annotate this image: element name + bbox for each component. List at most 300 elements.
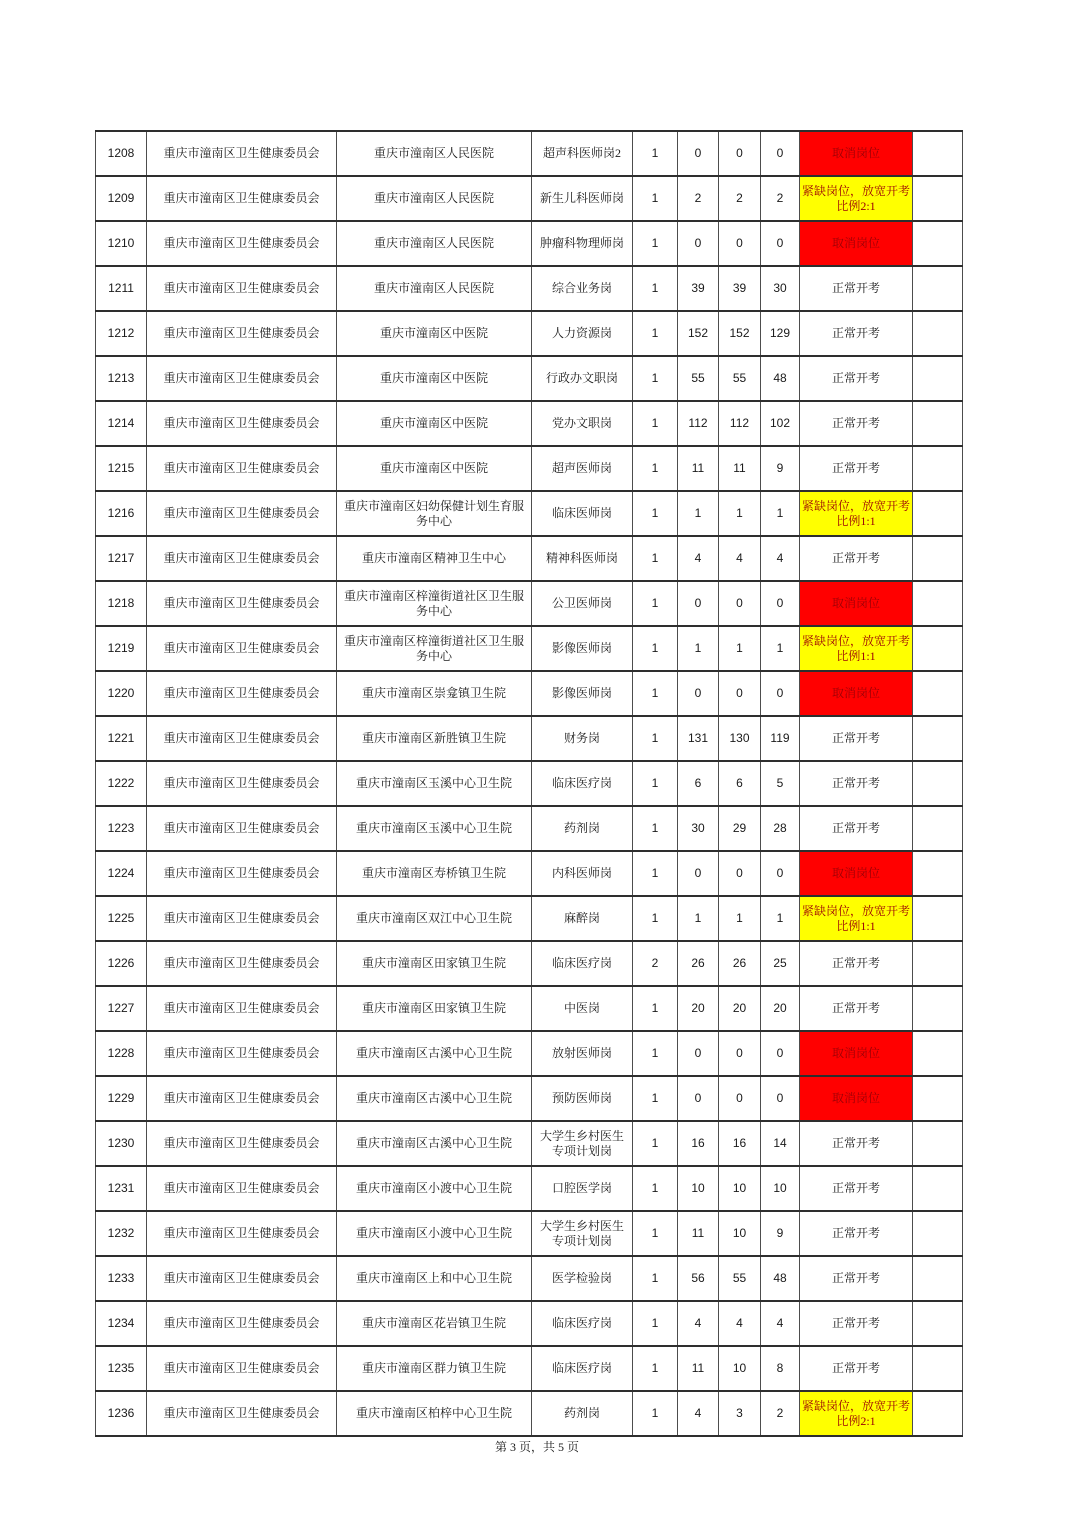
status-cell: 正常开考 (800, 941, 913, 986)
status-cell: 正常开考 (800, 1121, 913, 1166)
dept-cell: 重庆市潼南区卫生健康委员会 (147, 581, 337, 626)
plan-count-cell: 1 (633, 1166, 678, 1211)
count1-cell: 56 (678, 1256, 719, 1301)
table-row (96, 221, 963, 266)
table-row (96, 176, 963, 221)
table-row (96, 1211, 963, 1256)
count2-cell: 55 (719, 356, 761, 401)
seq-cell: 1214 (96, 401, 147, 446)
unit-cell: 重庆市潼南区精神卫生中心 (337, 536, 532, 581)
note-cell (913, 1211, 963, 1256)
plan-count-cell: 1 (633, 356, 678, 401)
count2-cell: 1 (719, 896, 761, 941)
unit-cell: 重庆市潼南区小渡中心卫生院 (337, 1211, 532, 1256)
note-cell (913, 941, 963, 986)
table-row (96, 1256, 963, 1301)
table-row (96, 671, 963, 716)
seq-cell: 1208 (96, 131, 147, 176)
plan-count-cell: 1 (633, 1211, 678, 1256)
note-cell (913, 1256, 963, 1301)
note-cell (913, 356, 963, 401)
count3-cell: 0 (761, 851, 800, 896)
status-cell: 取消岗位 (800, 671, 913, 716)
count3-cell: 102 (761, 401, 800, 446)
post-cell: 肿瘤科物理师岗 (532, 221, 633, 266)
table-row (96, 446, 963, 491)
post-cell: 临床医师岗 (532, 491, 633, 536)
count3-cell: 4 (761, 536, 800, 581)
dept-cell: 重庆市潼南区卫生健康委员会 (147, 671, 337, 716)
unit-cell: 重庆市潼南区玉溪中心卫生院 (337, 761, 532, 806)
note-cell (913, 851, 963, 896)
seq-cell: 1215 (96, 446, 147, 491)
count3-cell: 4 (761, 1301, 800, 1346)
count3-cell: 0 (761, 221, 800, 266)
count3-cell: 48 (761, 356, 800, 401)
count1-cell: 1 (678, 896, 719, 941)
count2-cell: 130 (719, 716, 761, 761)
post-cell: 综合业务岗 (532, 266, 633, 311)
count3-cell: 2 (761, 176, 800, 221)
plan-count-cell: 1 (633, 716, 678, 761)
post-cell: 口腔医学岗 (532, 1166, 633, 1211)
unit-cell: 重庆市潼南区古溪中心卫生院 (337, 1121, 532, 1166)
count1-cell: 6 (678, 761, 719, 806)
count2-cell: 16 (719, 1121, 761, 1166)
count2-cell: 1 (719, 626, 761, 671)
unit-cell: 重庆市潼南区柏梓中心卫生院 (337, 1391, 532, 1436)
plan-count-cell: 1 (633, 581, 678, 626)
seq-cell: 1234 (96, 1301, 147, 1346)
dept-cell: 重庆市潼南区卫生健康委员会 (147, 221, 337, 266)
seq-cell: 1220 (96, 671, 147, 716)
plan-count-cell: 1 (633, 986, 678, 1031)
note-cell (913, 671, 963, 716)
dept-cell: 重庆市潼南区卫生健康委员会 (147, 266, 337, 311)
count3-cell: 2 (761, 1391, 800, 1436)
post-cell: 人力资源岗 (532, 311, 633, 356)
count1-cell: 131 (678, 716, 719, 761)
post-cell: 公卫医师岗 (532, 581, 633, 626)
count2-cell: 10 (719, 1166, 761, 1211)
note-cell (913, 266, 963, 311)
table-row (96, 581, 963, 626)
note-cell (913, 536, 963, 581)
plan-count-cell: 1 (633, 1256, 678, 1301)
post-cell: 财务岗 (532, 716, 633, 761)
plan-count-cell: 1 (633, 761, 678, 806)
note-cell (913, 401, 963, 446)
table-row (96, 761, 963, 806)
note-cell (913, 131, 963, 176)
count3-cell: 8 (761, 1346, 800, 1391)
dept-cell: 重庆市潼南区卫生健康委员会 (147, 176, 337, 221)
dept-cell: 重庆市潼南区卫生健康委员会 (147, 626, 337, 671)
seq-cell: 1209 (96, 176, 147, 221)
post-cell: 超声医师岗 (532, 446, 633, 491)
dept-cell: 重庆市潼南区卫生健康委员会 (147, 986, 337, 1031)
plan-count-cell: 1 (633, 1076, 678, 1121)
table-row (96, 941, 963, 986)
status-cell: 正常开考 (800, 1256, 913, 1301)
seq-cell: 1221 (96, 716, 147, 761)
status-cell: 正常开考 (800, 311, 913, 356)
count3-cell: 28 (761, 806, 800, 851)
status-cell: 正常开考 (800, 1211, 913, 1256)
count1-cell: 0 (678, 851, 719, 896)
seq-cell: 1212 (96, 311, 147, 356)
seq-cell: 1225 (96, 896, 147, 941)
plan-count-cell: 1 (633, 1121, 678, 1166)
count1-cell: 4 (678, 1391, 719, 1436)
count2-cell: 26 (719, 941, 761, 986)
recruitment-positions-table (95, 130, 963, 1437)
dept-cell: 重庆市潼南区卫生健康委员会 (147, 491, 337, 536)
table-row (96, 1076, 963, 1121)
count2-cell: 4 (719, 536, 761, 581)
unit-cell: 重庆市潼南区中医院 (337, 356, 532, 401)
count1-cell: 11 (678, 446, 719, 491)
plan-count-cell: 1 (633, 311, 678, 356)
post-cell: 精神科医师岗 (532, 536, 633, 581)
seq-cell: 1226 (96, 941, 147, 986)
status-cell: 正常开考 (800, 1166, 913, 1211)
table-row (96, 851, 963, 896)
note-cell (913, 806, 963, 851)
count2-cell: 0 (719, 131, 761, 176)
table-row (96, 1166, 963, 1211)
seq-cell: 1235 (96, 1346, 147, 1391)
dept-cell: 重庆市潼南区卫生健康委员会 (147, 311, 337, 356)
unit-cell: 重庆市潼南区古溪中心卫生院 (337, 1076, 532, 1121)
plan-count-cell: 1 (633, 131, 678, 176)
count3-cell: 119 (761, 716, 800, 761)
post-cell: 临床医疗岗 (532, 1301, 633, 1346)
table-row (96, 806, 963, 851)
dept-cell: 重庆市潼南区卫生健康委员会 (147, 401, 337, 446)
table-row (96, 536, 963, 581)
seq-cell: 1213 (96, 356, 147, 401)
plan-count-cell: 2 (633, 941, 678, 986)
table-row (96, 716, 963, 761)
status-cell: 正常开考 (800, 986, 913, 1031)
count2-cell: 0 (719, 1076, 761, 1121)
count1-cell: 10 (678, 1166, 719, 1211)
count3-cell: 9 (761, 446, 800, 491)
seq-cell: 1232 (96, 1211, 147, 1256)
seq-cell: 1217 (96, 536, 147, 581)
count3-cell: 0 (761, 671, 800, 716)
dept-cell: 重庆市潼南区卫生健康委员会 (147, 1121, 337, 1166)
unit-cell: 重庆市潼南区梓潼街道社区卫生服务中心 (337, 626, 532, 671)
unit-cell: 重庆市潼南区双江中心卫生院 (337, 896, 532, 941)
status-cell: 正常开考 (800, 1346, 913, 1391)
plan-count-cell: 1 (633, 221, 678, 266)
count1-cell: 0 (678, 671, 719, 716)
post-cell: 行政办文职岗 (532, 356, 633, 401)
dept-cell: 重庆市潼南区卫生健康委员会 (147, 1391, 337, 1436)
count3-cell: 9 (761, 1211, 800, 1256)
unit-cell: 重庆市潼南区田家镇卫生院 (337, 941, 532, 986)
count2-cell: 0 (719, 671, 761, 716)
plan-count-cell: 1 (633, 896, 678, 941)
dept-cell: 重庆市潼南区卫生健康委员会 (147, 1256, 337, 1301)
table-row (96, 491, 963, 536)
count2-cell: 6 (719, 761, 761, 806)
plan-count-cell: 1 (633, 176, 678, 221)
seq-cell: 1228 (96, 1031, 147, 1076)
dept-cell: 重庆市潼南区卫生健康委员会 (147, 1346, 337, 1391)
unit-cell: 重庆市潼南区田家镇卫生院 (337, 986, 532, 1031)
unit-cell: 重庆市潼南区上和中心卫生院 (337, 1256, 532, 1301)
unit-cell: 重庆市潼南区人民医院 (337, 131, 532, 176)
status-cell: 取消岗位 (800, 851, 913, 896)
count3-cell: 1 (761, 626, 800, 671)
dept-cell: 重庆市潼南区卫生健康委员会 (147, 1211, 337, 1256)
plan-count-cell: 1 (633, 1301, 678, 1346)
seq-cell: 1233 (96, 1256, 147, 1301)
dept-cell: 重庆市潼南区卫生健康委员会 (147, 806, 337, 851)
count1-cell: 39 (678, 266, 719, 311)
unit-cell: 重庆市潼南区中医院 (337, 401, 532, 446)
table-row (96, 896, 963, 941)
dept-cell: 重庆市潼南区卫生健康委员会 (147, 536, 337, 581)
count2-cell: 112 (719, 401, 761, 446)
status-cell: 正常开考 (800, 806, 913, 851)
seq-cell: 1219 (96, 626, 147, 671)
count1-cell: 20 (678, 986, 719, 1031)
count1-cell: 0 (678, 1076, 719, 1121)
table-row (96, 1301, 963, 1346)
status-cell: 正常开考 (800, 761, 913, 806)
count3-cell: 20 (761, 986, 800, 1031)
count1-cell: 1 (678, 626, 719, 671)
dept-cell: 重庆市潼南区卫生健康委员会 (147, 716, 337, 761)
count1-cell: 1 (678, 491, 719, 536)
count2-cell: 11 (719, 446, 761, 491)
count1-cell: 0 (678, 581, 719, 626)
post-cell: 新生儿科医师岗 (532, 176, 633, 221)
dept-cell: 重庆市潼南区卫生健康委员会 (147, 131, 337, 176)
post-cell: 放射医师岗 (532, 1031, 633, 1076)
count1-cell: 4 (678, 1301, 719, 1346)
unit-cell: 重庆市潼南区妇幼保健计划生育服务中心 (337, 491, 532, 536)
note-cell (913, 176, 963, 221)
count3-cell: 0 (761, 1031, 800, 1076)
note-cell (913, 311, 963, 356)
status-cell: 取消岗位 (800, 1076, 913, 1121)
post-cell: 临床医疗岗 (532, 941, 633, 986)
count1-cell: 112 (678, 401, 719, 446)
count2-cell: 29 (719, 806, 761, 851)
note-cell (913, 1391, 963, 1436)
unit-cell: 重庆市潼南区新胜镇卫生院 (337, 716, 532, 761)
table-row (96, 1031, 963, 1076)
dept-cell: 重庆市潼南区卫生健康委员会 (147, 851, 337, 896)
status-cell: 取消岗位 (800, 131, 913, 176)
plan-count-cell: 1 (633, 626, 678, 671)
unit-cell: 重庆市潼南区中医院 (337, 446, 532, 491)
unit-cell: 重庆市潼南区人民医院 (337, 221, 532, 266)
count2-cell: 10 (719, 1346, 761, 1391)
seq-cell: 1231 (96, 1166, 147, 1211)
plan-count-cell: 1 (633, 1391, 678, 1436)
post-cell: 影像医师岗 (532, 671, 633, 716)
dept-cell: 重庆市潼南区卫生健康委员会 (147, 446, 337, 491)
count1-cell: 0 (678, 131, 719, 176)
plan-count-cell: 1 (633, 1031, 678, 1076)
count1-cell: 16 (678, 1121, 719, 1166)
post-cell: 大学生乡村医生专项计划岗 (532, 1121, 633, 1166)
note-cell (913, 1031, 963, 1076)
table-row (96, 356, 963, 401)
count2-cell: 1 (719, 491, 761, 536)
post-cell: 医学检验岗 (532, 1256, 633, 1301)
status-cell: 正常开考 (800, 1301, 913, 1346)
unit-cell: 重庆市潼南区崇龛镇卫生院 (337, 671, 532, 716)
plan-count-cell: 1 (633, 446, 678, 491)
count2-cell: 0 (719, 1031, 761, 1076)
status-cell: 正常开考 (800, 536, 913, 581)
plan-count-cell: 1 (633, 671, 678, 716)
count1-cell: 11 (678, 1346, 719, 1391)
unit-cell: 重庆市潼南区玉溪中心卫生院 (337, 806, 532, 851)
plan-count-cell: 1 (633, 851, 678, 896)
count1-cell: 2 (678, 176, 719, 221)
post-cell: 临床医疗岗 (532, 1346, 633, 1391)
seq-cell: 1227 (96, 986, 147, 1031)
plan-count-cell: 1 (633, 1346, 678, 1391)
unit-cell: 重庆市潼南区人民医院 (337, 176, 532, 221)
unit-cell: 重庆市潼南区梓潼街道社区卫生服务中心 (337, 581, 532, 626)
table-row (96, 311, 963, 356)
note-cell (913, 1346, 963, 1391)
count2-cell: 0 (719, 221, 761, 266)
status-cell: 取消岗位 (800, 581, 913, 626)
note-cell (913, 1166, 963, 1211)
count2-cell: 2 (719, 176, 761, 221)
note-cell (913, 626, 963, 671)
post-cell: 药剂岗 (532, 806, 633, 851)
status-cell: 紧缺岗位，放宽开考比例2:1 (800, 1391, 913, 1436)
count3-cell: 25 (761, 941, 800, 986)
plan-count-cell: 1 (633, 806, 678, 851)
dept-cell: 重庆市潼南区卫生健康委员会 (147, 896, 337, 941)
status-cell: 正常开考 (800, 266, 913, 311)
status-cell: 紧缺岗位，放宽开考比例1:1 (800, 626, 913, 671)
note-cell (913, 986, 963, 1031)
status-cell: 取消岗位 (800, 221, 913, 266)
count3-cell: 48 (761, 1256, 800, 1301)
unit-cell: 重庆市潼南区古溪中心卫生院 (337, 1031, 532, 1076)
count2-cell: 55 (719, 1256, 761, 1301)
note-cell (913, 581, 963, 626)
count3-cell: 1 (761, 491, 800, 536)
table-row (96, 401, 963, 446)
post-cell: 超声科医师岗2 (532, 131, 633, 176)
count2-cell: 152 (719, 311, 761, 356)
dept-cell: 重庆市潼南区卫生健康委员会 (147, 761, 337, 806)
table-row (96, 1346, 963, 1391)
post-cell: 大学生乡村医生专项计划岗 (532, 1211, 633, 1256)
seq-cell: 1236 (96, 1391, 147, 1436)
seq-cell: 1210 (96, 221, 147, 266)
count2-cell: 10 (719, 1211, 761, 1256)
page-footer: 第 3 页，共 5 页 (494, 1440, 579, 1454)
count1-cell: 0 (678, 1031, 719, 1076)
dept-cell: 重庆市潼南区卫生健康委员会 (147, 1166, 337, 1211)
dept-cell: 重庆市潼南区卫生健康委员会 (147, 1301, 337, 1346)
dept-cell: 重庆市潼南区卫生健康委员会 (147, 1076, 337, 1121)
post-cell: 党办文职岗 (532, 401, 633, 446)
count3-cell: 30 (761, 266, 800, 311)
seq-cell: 1211 (96, 266, 147, 311)
plan-count-cell: 1 (633, 266, 678, 311)
table-row (96, 1121, 963, 1166)
count1-cell: 30 (678, 806, 719, 851)
seq-cell: 1223 (96, 806, 147, 851)
count3-cell: 1 (761, 896, 800, 941)
post-cell: 中医岗 (532, 986, 633, 1031)
status-cell: 正常开考 (800, 716, 913, 761)
status-cell: 取消岗位 (800, 1031, 913, 1076)
plan-count-cell: 1 (633, 401, 678, 446)
table-row (96, 266, 963, 311)
dept-cell: 重庆市潼南区卫生健康委员会 (147, 941, 337, 986)
note-cell (913, 1121, 963, 1166)
status-cell: 紧缺岗位，放宽开考比例1:1 (800, 896, 913, 941)
table-row (96, 626, 963, 671)
status-cell: 正常开考 (800, 446, 913, 491)
table-row (96, 131, 963, 176)
count2-cell: 20 (719, 986, 761, 1031)
note-cell (913, 1076, 963, 1121)
count1-cell: 55 (678, 356, 719, 401)
count3-cell: 0 (761, 1076, 800, 1121)
count1-cell: 4 (678, 536, 719, 581)
post-cell: 内科医师岗 (532, 851, 633, 896)
plan-count-cell: 1 (633, 491, 678, 536)
count1-cell: 11 (678, 1211, 719, 1256)
count1-cell: 0 (678, 221, 719, 266)
post-cell: 药剂岗 (532, 1391, 633, 1436)
seq-cell: 1222 (96, 761, 147, 806)
count3-cell: 129 (761, 311, 800, 356)
count3-cell: 5 (761, 761, 800, 806)
table-row (96, 986, 963, 1031)
dept-cell: 重庆市潼南区卫生健康委员会 (147, 1031, 337, 1076)
count2-cell: 0 (719, 851, 761, 896)
post-cell: 预防医师岗 (532, 1076, 633, 1121)
post-cell: 影像医师岗 (532, 626, 633, 671)
count2-cell: 3 (719, 1391, 761, 1436)
count3-cell: 10 (761, 1166, 800, 1211)
count3-cell: 14 (761, 1121, 800, 1166)
seq-cell: 1218 (96, 581, 147, 626)
count2-cell: 39 (719, 266, 761, 311)
note-cell (913, 446, 963, 491)
note-cell (913, 761, 963, 806)
plan-count-cell: 1 (633, 536, 678, 581)
status-cell: 紧缺岗位，放宽开考比例2:1 (800, 176, 913, 221)
note-cell (913, 491, 963, 536)
unit-cell: 重庆市潼南区群力镇卫生院 (337, 1346, 532, 1391)
table-body (96, 131, 963, 1436)
dept-cell: 重庆市潼南区卫生健康委员会 (147, 356, 337, 401)
status-cell: 紧缺岗位，放宽开考比例1:1 (800, 491, 913, 536)
seq-cell: 1229 (96, 1076, 147, 1121)
count3-cell: 0 (761, 131, 800, 176)
